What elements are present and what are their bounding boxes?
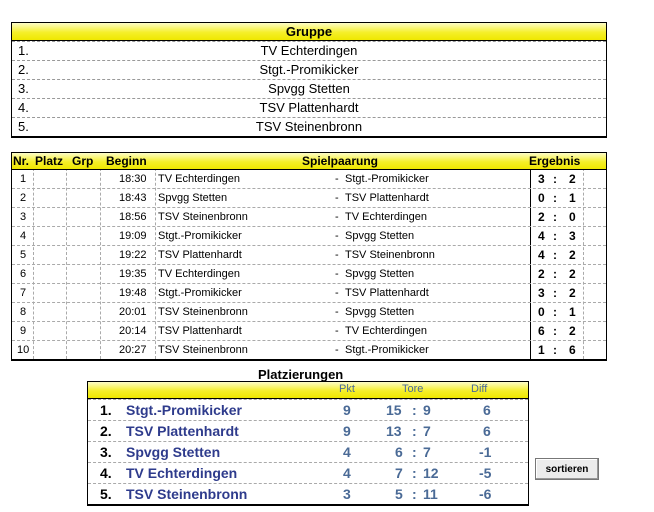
standings-row xyxy=(88,441,528,462)
group-team-name: TSV Steinenbronn xyxy=(255,119,363,134)
goals-separator: : xyxy=(412,423,417,439)
home-goals: 1 xyxy=(538,343,545,357)
match-number: 8 xyxy=(20,306,27,318)
standings-points: 9 xyxy=(343,423,351,439)
standings-points: 4 xyxy=(343,444,351,460)
match-dash: - xyxy=(335,173,339,185)
match-number: 3 xyxy=(20,211,27,223)
away-goals: 2 xyxy=(569,172,576,186)
group-row xyxy=(12,79,606,98)
standings-row xyxy=(88,420,528,441)
match-dash: - xyxy=(335,344,339,356)
match-number: 9 xyxy=(20,325,27,337)
group-row-number: 1. xyxy=(18,43,29,58)
header-ergebnis: Ergebnis xyxy=(529,154,581,168)
group-row-number: 5. xyxy=(18,119,29,134)
away-goals: 2 xyxy=(569,267,576,281)
goal-difference: -6 xyxy=(479,486,492,502)
match-row xyxy=(12,302,606,321)
standings-rank: 1. xyxy=(100,402,112,418)
group-row-number: 2. xyxy=(18,62,29,77)
goals-against: 7 xyxy=(423,444,431,460)
home-team: TSV Steinenbronn xyxy=(158,344,248,356)
match-number: 7 xyxy=(20,287,27,299)
goals-for: 6 xyxy=(395,444,403,460)
header-beginn: Beginn xyxy=(106,154,147,168)
away-team: Spvgg Stetten xyxy=(345,306,415,318)
match-time: 18:30 xyxy=(119,173,147,185)
match-row xyxy=(12,226,606,245)
standings-row xyxy=(88,399,528,420)
standings-title: Platzierungen xyxy=(258,367,344,382)
standings-team: TV Echterdingen xyxy=(126,465,238,481)
standings-team: Spvgg Stetten xyxy=(126,444,221,460)
standings-table xyxy=(87,381,529,506)
match-row xyxy=(12,170,606,188)
score-separator: : xyxy=(553,343,557,357)
standings-points: 3 xyxy=(343,486,351,502)
match-number: 4 xyxy=(20,230,27,242)
match-number: 6 xyxy=(20,268,27,280)
goal-difference: 6 xyxy=(483,402,491,418)
match-time: 19:09 xyxy=(119,230,147,242)
away-team: TSV Plattenhardt xyxy=(345,287,429,299)
away-team: TV Echterdingen xyxy=(345,325,427,337)
home-goals: 3 xyxy=(538,286,545,300)
goal-difference: -1 xyxy=(479,444,492,460)
group-table xyxy=(11,22,607,138)
standings-row xyxy=(88,483,528,504)
away-goals: 6 xyxy=(569,343,576,357)
away-goals: 0 xyxy=(569,210,576,224)
score-separator: : xyxy=(553,267,557,281)
standings-rank: 5. xyxy=(100,486,112,502)
score-separator: : xyxy=(553,305,557,319)
goal-difference: 6 xyxy=(483,423,491,439)
standings-rank: 2. xyxy=(100,423,112,439)
match-row xyxy=(12,321,606,340)
goals-separator: : xyxy=(412,465,417,481)
match-dash: - xyxy=(335,325,339,337)
standings-rank: 3. xyxy=(100,444,112,460)
goals-for: 15 xyxy=(386,402,402,418)
away-goals: 1 xyxy=(569,191,576,205)
match-dash: - xyxy=(335,306,339,318)
away-goals: 3 xyxy=(569,229,576,243)
goals-against: 12 xyxy=(423,465,439,481)
match-number: 10 xyxy=(17,344,30,356)
match-row xyxy=(12,207,606,226)
away-team: Spvgg Stetten xyxy=(345,230,415,242)
goals-for: 13 xyxy=(386,423,402,439)
away-team: Stgt.-Promikicker xyxy=(345,344,429,356)
match-time: 20:27 xyxy=(119,344,147,356)
score-separator: : xyxy=(553,324,557,338)
home-team: TV Echterdingen xyxy=(158,268,240,280)
match-row xyxy=(12,245,606,264)
match-time: 19:22 xyxy=(119,249,147,261)
match-number: 2 xyxy=(20,192,27,204)
goals-against: 9 xyxy=(423,402,431,418)
away-goals: 2 xyxy=(569,248,576,262)
away-team: TV Echterdingen xyxy=(345,211,427,223)
home-team: TSV Steinenbronn xyxy=(158,211,248,223)
score-separator: : xyxy=(553,172,557,186)
group-team-name: TV Echterdingen xyxy=(260,43,358,58)
group-title: Gruppe xyxy=(12,23,606,41)
home-goals: 2 xyxy=(538,210,545,224)
home-team: TSV Plattenhardt xyxy=(158,249,242,261)
standings-rank: 4. xyxy=(100,465,112,481)
header-pkt: Pkt xyxy=(339,383,355,395)
match-row xyxy=(12,188,606,207)
away-team: TSV Plattenhardt xyxy=(345,192,429,204)
away-team: Spvgg Stetten xyxy=(345,268,415,280)
header-spielpaarung: Spielpaarung xyxy=(302,154,379,168)
match-dash: - xyxy=(335,192,339,204)
standings-header xyxy=(88,382,528,399)
group-row xyxy=(12,117,606,136)
home-team: Stgt.-Promikicker xyxy=(158,230,242,242)
home-team: Spvgg Stetten xyxy=(158,192,228,204)
home-goals: 6 xyxy=(538,324,545,338)
goals-for: 5 xyxy=(395,486,403,502)
match-dash: - xyxy=(335,268,339,280)
match-time: 20:01 xyxy=(119,306,147,318)
goals-separator: : xyxy=(412,486,417,502)
home-goals: 4 xyxy=(538,248,545,262)
goals-for: 7 xyxy=(395,465,403,481)
schedule-table xyxy=(11,152,607,361)
header-platz: Platz xyxy=(35,154,64,168)
home-goals: 2 xyxy=(538,267,545,281)
group-row xyxy=(12,60,606,79)
away-team: TSV Steinenbronn xyxy=(345,249,435,261)
away-goals: 1 xyxy=(569,305,576,319)
header-nr: Nr. xyxy=(13,154,30,168)
home-goals: 0 xyxy=(538,305,545,319)
standings-team: Stgt.-Promikicker xyxy=(126,402,242,418)
group-row xyxy=(12,41,606,60)
away-goals: 2 xyxy=(569,324,576,338)
standings-points: 4 xyxy=(343,465,351,481)
standings-team: TSV Plattenhardt xyxy=(126,423,239,439)
group-row xyxy=(12,98,606,117)
header-tore: Tore xyxy=(402,383,424,395)
goal-difference: -5 xyxy=(479,465,492,481)
match-time: 20:14 xyxy=(119,325,147,337)
match-row xyxy=(12,264,606,283)
group-team-name: Stgt.-Promikicker xyxy=(259,62,359,77)
group-team-name: Spvgg Stetten xyxy=(268,81,350,96)
away-goals: 2 xyxy=(569,286,576,300)
score-separator: : xyxy=(553,229,557,243)
match-time: 19:48 xyxy=(119,287,147,299)
header-grp: Grp xyxy=(72,154,94,168)
home-goals: 4 xyxy=(538,229,545,243)
group-team-name: TSV Plattenhardt xyxy=(259,100,359,115)
goals-against: 11 xyxy=(423,486,438,502)
match-time: 19:35 xyxy=(119,268,147,280)
home-team: TSV Plattenhardt xyxy=(158,325,242,337)
home-goals: 3 xyxy=(538,172,545,186)
score-separator: : xyxy=(553,248,557,262)
sort-button[interactable]: sortieren xyxy=(535,458,599,480)
standings-team: TSV Steinenbronn xyxy=(126,486,248,502)
match-dash: - xyxy=(335,230,339,242)
match-row xyxy=(12,283,606,302)
home-team: Stgt.-Promikicker xyxy=(158,287,242,299)
standings-points: 9 xyxy=(343,402,351,418)
match-dash: - xyxy=(335,249,339,261)
goals-against: 7 xyxy=(423,423,431,439)
score-separator: : xyxy=(553,191,557,205)
match-row xyxy=(12,340,606,359)
home-team: TV Echterdingen xyxy=(158,173,240,185)
home-goals: 0 xyxy=(538,191,545,205)
group-row-number: 4. xyxy=(18,100,29,115)
standings-row xyxy=(88,462,528,483)
home-team: TSV Steinenbronn xyxy=(158,306,248,318)
goals-separator: : xyxy=(412,402,417,418)
match-dash: - xyxy=(335,211,339,223)
match-number: 5 xyxy=(20,249,27,261)
match-number: 1 xyxy=(20,173,27,185)
score-separator: : xyxy=(553,210,557,224)
group-row-number: 3. xyxy=(18,81,29,96)
match-time: 18:56 xyxy=(119,211,147,223)
goals-separator: : xyxy=(412,444,417,460)
away-team: Stgt.-Promikicker xyxy=(345,173,429,185)
header-diff: Diff xyxy=(471,383,488,395)
match-time: 18:43 xyxy=(119,192,147,204)
schedule-header xyxy=(12,153,606,170)
score-separator: : xyxy=(553,286,557,300)
match-dash: - xyxy=(335,287,339,299)
